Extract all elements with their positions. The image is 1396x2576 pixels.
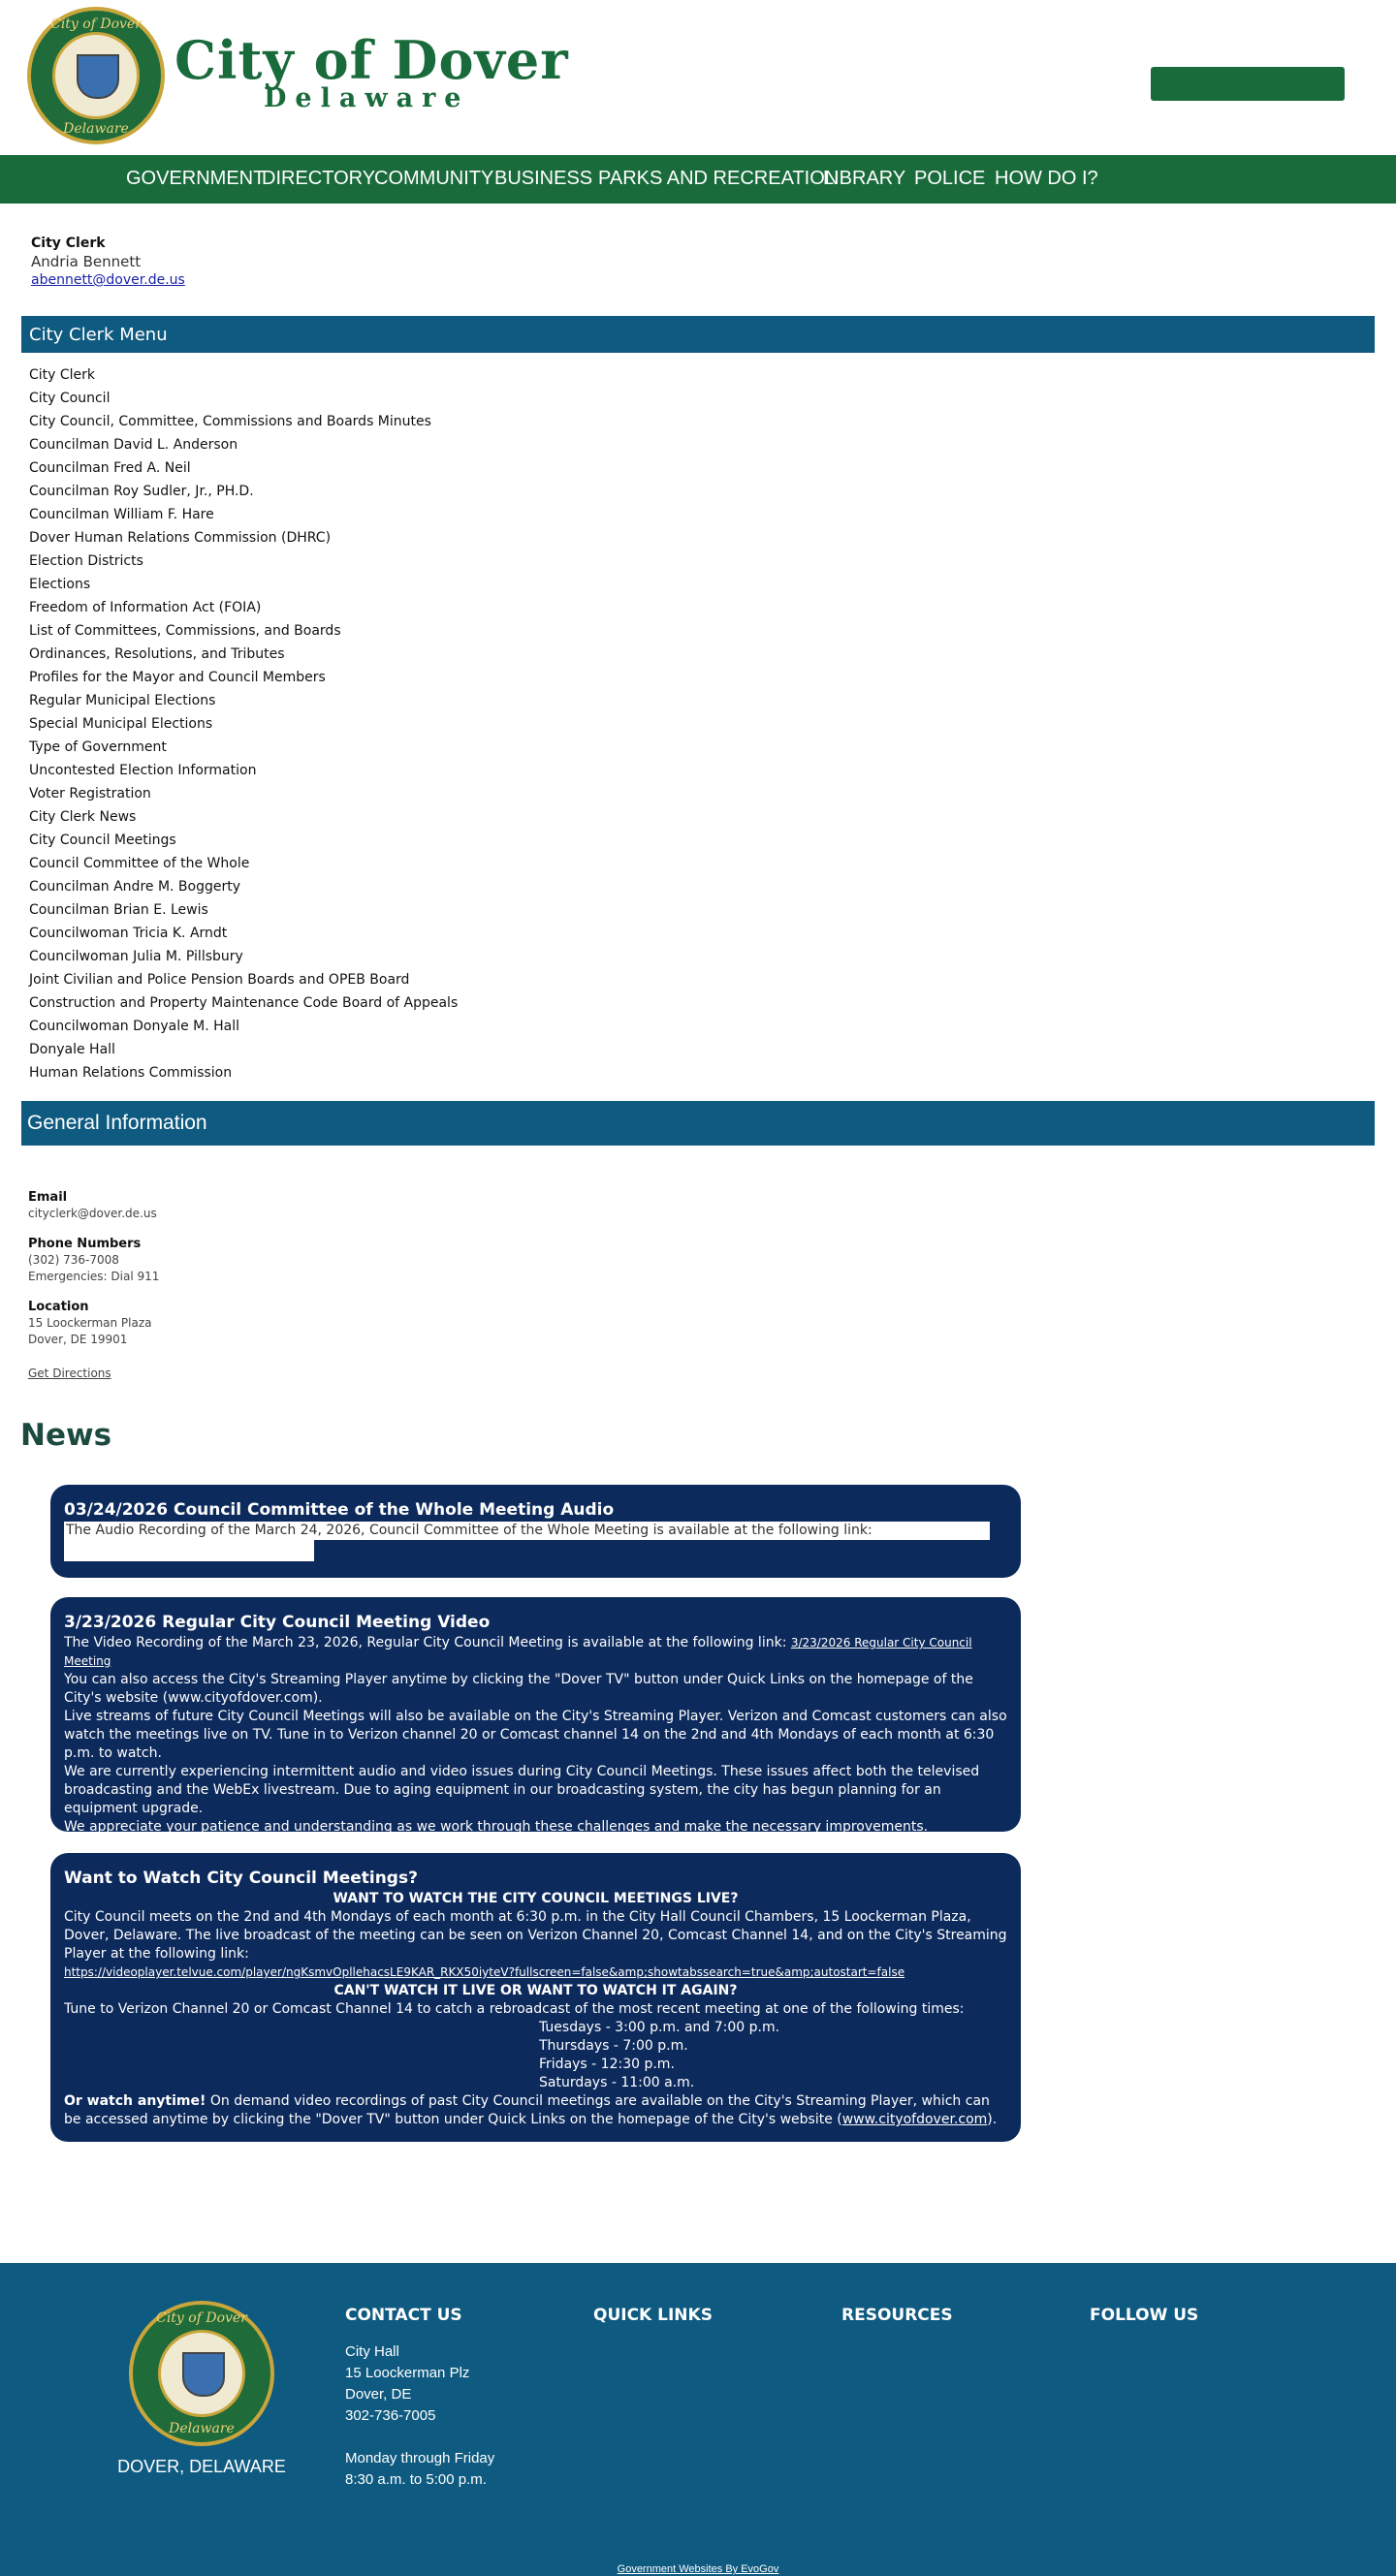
menu-item[interactable]: Voter Registration [29,786,151,801]
footer-contact-line: 8:30 a.m. to 5:00 p.m. [345,2471,487,2488]
site-title[interactable]: City of Dover [174,29,569,91]
rebroadcast-heading: CAN'T WATCH IT LIVE OR WANT TO WATCH IT AGAIN? [333,1983,738,1998]
menu-item[interactable]: Ordinances, Resolutions, and Tributes [29,646,285,662]
news-card-text: The Video Recording of the March 23, 2026, Regular City Council Meeting is available at the following link: [64,1635,787,1650]
clerk-email-link[interactable]: abennett@dover.de.us [31,272,185,288]
live-heading: WANT TO WATCH THE CITY COUNCIL MEETINGS LIVE? [333,1891,739,1906]
footer-contact-line: 15 Loockerman Plz [345,2365,470,2381]
site-header [0,0,1396,155]
address-line-1: 15 Loockerman Plaza [28,1316,152,1330]
news-card-title[interactable]: 3/23/2026 Regular City Council Meeting Video [64,1613,491,1632]
anytime-text: On demand video recordings of past City Council meetings are available on the City's Streaming Player, which can be accessed anytime by clicking the "Dover TV" button under Quick Links on the homepage of the City's website ( [64,2093,990,2127]
nav-item-business[interactable]: BUSINESS [494,168,593,189]
nav-item-government[interactable]: GOVERNMENT [126,168,266,189]
main-nav [0,155,1396,204]
menu-item[interactable]: Construction and Property Maintenance Code Board of Appeals [29,995,459,1011]
menu-item[interactable]: City Council, Committee, Commissions and Boards Minutes [29,414,431,429]
header-action-button[interactable] [1151,67,1345,101]
seal-text-bottom: Delaware [63,121,129,137]
menu-item[interactable]: Council Committee of the Whole [29,856,250,871]
location-label: Location [28,1300,89,1314]
nav-item-directory[interactable]: DIRECTORY [262,168,376,189]
menu-item[interactable]: Donyale Hall [29,1042,115,1057]
evogov-credit-link[interactable]: Government Websites By EvoGov [617,2563,779,2575]
email-value[interactable]: cityclerk@dover.de.us [28,1207,157,1220]
seal-text-bottom: Delaware [169,2421,235,2436]
footer-city-name: DOVER, DELAWARE [117,2457,286,2476]
menu-item[interactable]: Councilman William F. Hare [29,507,214,522]
menu-item[interactable]: City Clerk News [29,809,137,825]
city-clerk-menu [29,363,458,1084]
footer-resources-heading: RESOURCES [841,2306,953,2325]
menu-item[interactable]: Councilman David L. Anderson [29,437,238,453]
city-clerk-menu-heading: City Clerk Menu [21,316,1375,353]
meeting-video-link[interactable]: 3/23/2026 Regular City Council Meeting [64,1636,972,1668]
live-body: City Council meets on the 2nd and 4th Mondays of each month at 6:30 p.m. in the City Hall Council Chambers, 15 Loockerman Plaza, Dover, Delaware. The live broadcast of the meeting can be seen on Verizon Channel 20, Comcast Channel 14, and on the City's Streaming Player at the following link: [64,1909,1007,1962]
menu-item[interactable]: Type of Government [29,739,167,755]
general-information [28,1190,159,1381]
seal-text-top: City of Dover [50,16,142,32]
menu-item[interactable]: City Council Meetings [29,832,176,848]
menu-item[interactable]: Councilman Fred A. Neil [29,460,191,476]
general-information-heading: General Information [21,1101,1375,1146]
menu-item[interactable]: City Clerk [29,367,96,383]
site-subtitle: Delaware [264,83,470,113]
footer-contact-line[interactable]: 302-736-7005 [345,2407,436,2424]
menu-item[interactable]: City Council [29,391,111,406]
menu-item[interactable]: Uncontested Election Information [29,763,257,778]
footer-contact-heading: CONTACT US [345,2306,462,2325]
phone-label: Phone Numbers [28,1237,142,1251]
menu-item[interactable]: Profiles for the Mayor and Council Members [29,670,326,685]
rebroadcast-time: Thursdays - 7:00 p.m. [539,2038,688,2054]
shield-icon [77,54,119,99]
menu-item[interactable]: Councilman Brian E. Lewis [29,902,208,918]
emergency-value: Emergencies: Dial 911 [28,1270,160,1283]
news-card-paragraph: Live streams of future City Council Meetings will also be available on the City's Streaming Player. Verizon and Comcast customers can also watch the meetings live on TV. Tune in to Verizon channel 20 or Comcast channel 14 on the 2nd and 4th Mondays of each month at 6:30 p.m. to watch. [64,1709,1007,1761]
nav-item-how-do-i[interactable]: HOW DO I? [995,168,1098,189]
menu-item[interactable]: Councilwoman Julia M. Pillsbury [29,949,243,964]
anytime-end: ). [987,2112,998,2127]
seal-emblem [52,32,140,119]
rebroadcast-time: Fridays - 12:30 p.m. [539,2057,675,2072]
menu-item[interactable]: Dover Human Relations Commission (DHRC) [29,530,332,546]
anytime-bold: Or watch anytime! [64,2093,206,2109]
seal-text-top: City of Dover [156,2310,247,2326]
menu-item[interactable]: Councilwoman Donyale M. Hall [29,1019,240,1034]
nav-item-police[interactable]: POLICE [914,168,986,189]
news-card[interactable] [50,1485,1021,1578]
menu-item[interactable]: Special Municipal Elections [29,716,213,732]
news-card-title[interactable]: 03/24/2026 Council Committee of the Whole Meeting Audio [64,1500,615,1520]
anytime-paragraph [64,2092,1007,2129]
streaming-player-link[interactable]: https://videoplayer.telvue.com/player/ngKsmvOpllehacsLE9KAR_RKX50iyteV?fullscreen=false&amp;showtabssearch=true&amp;autostart=false [64,1965,905,1979]
clerk-contact [31,235,185,290]
footer-contact-spacer [345,2427,494,2448]
footer-contact-line: City Hall [345,2343,399,2360]
news-card-paragraph: We are currently experiencing intermittent audio and video issues during City Council Meetings. These issues affect both the televised broadcasting and the WebEx livestream. Due to aging equipment in our broadcasting system, the city has begun planning for an equipment upgrade. [64,1764,980,1816]
news-card-title[interactable]: Want to Watch City Council Meetings? [64,1869,418,1888]
seal-emblem [158,2330,245,2417]
menu-item[interactable]: Councilman Andre M. Boggerty [29,879,241,895]
footer-contact-line: Dover, DE [345,2386,412,2403]
site-footer [0,2263,1396,2576]
get-directions-link[interactable]: Get Directions [28,1367,111,1380]
rebroadcast-time: Tuesdays - 3:00 p.m. and 7:00 p.m. [539,2020,780,2035]
city-seal-logo[interactable] [27,7,165,144]
clerk-name: Andria Bennett [31,253,142,270]
menu-item[interactable]: Councilwoman Tricia K. Arndt [29,926,228,941]
news-card-paragraph: You can also access the City's Streaming Player anytime by clicking the "Dover TV" button under Quick Links on the homepage of the City's website (www.cityofdover.com). [64,1672,973,1706]
menu-item[interactable]: Freedom of Information Act (FOIA) [29,600,262,615]
menu-item[interactable]: Human Relations Commission [29,1065,233,1081]
footer-follow-heading: FOLLOW US [1090,2306,1199,2325]
rebroadcast-time: Saturdays - 11:00 a.m. [539,2075,695,2090]
nav-item-library[interactable]: LIBRARY [823,168,906,189]
menu-item[interactable]: Election Districts [29,553,143,569]
nav-item-community[interactable]: COMMUNITY [374,168,494,189]
news-card[interactable] [50,1597,1021,1835]
nav-item-parks-and-recreation[interactable]: PARKS AND RECREATION [598,168,840,189]
menu-item[interactable]: Joint Civilian and Police Pension Boards and OPEB Board [29,972,410,988]
news-card[interactable] [50,1853,1021,2142]
rebroadcast-body: Tune to Verizon Channel 20 or Comcast Channel 14 to catch a rebroadcast of the most recent meeting at one of the following times: [64,2001,965,2017]
clerk-title: City Clerk [31,236,106,251]
shield-icon [182,2352,225,2397]
footer-city-seal-logo[interactable] [129,2301,274,2446]
city-website-link[interactable]: www.cityofdover.com [841,2112,988,2127]
news-card-link-box[interactable] [64,1540,314,1561]
phone-value[interactable]: (302) 736-7008 [28,1253,119,1267]
menu-item[interactable]: Regular Municipal Elections [29,693,216,708]
news-card-paragraph: We appreciate your patience and understanding as we work through these challenges and make the necessary improvements. [64,1819,929,1835]
address-line-2: Dover, DE 19901 [28,1333,128,1346]
footer-contact-info [345,2341,494,2491]
news-card-body [64,1634,1007,1671]
news-heading: News [20,1418,112,1453]
footer-quick-links-heading: QUICK LINKS [593,2306,713,2325]
news-card-body: The Audio Recording of the March 24, 2026, Council Committee of the Whole Meeting is available at the following link: [64,1522,990,1540]
menu-item[interactable]: Councilman Roy Sudler, Jr., PH.D. [29,484,254,499]
menu-item[interactable]: List of Committees, Commissions, and Boards [29,623,341,639]
menu-item[interactable]: Elections [29,577,91,592]
email-label: Email [28,1190,68,1205]
footer-contact-line: Monday through Friday [345,2450,495,2466]
